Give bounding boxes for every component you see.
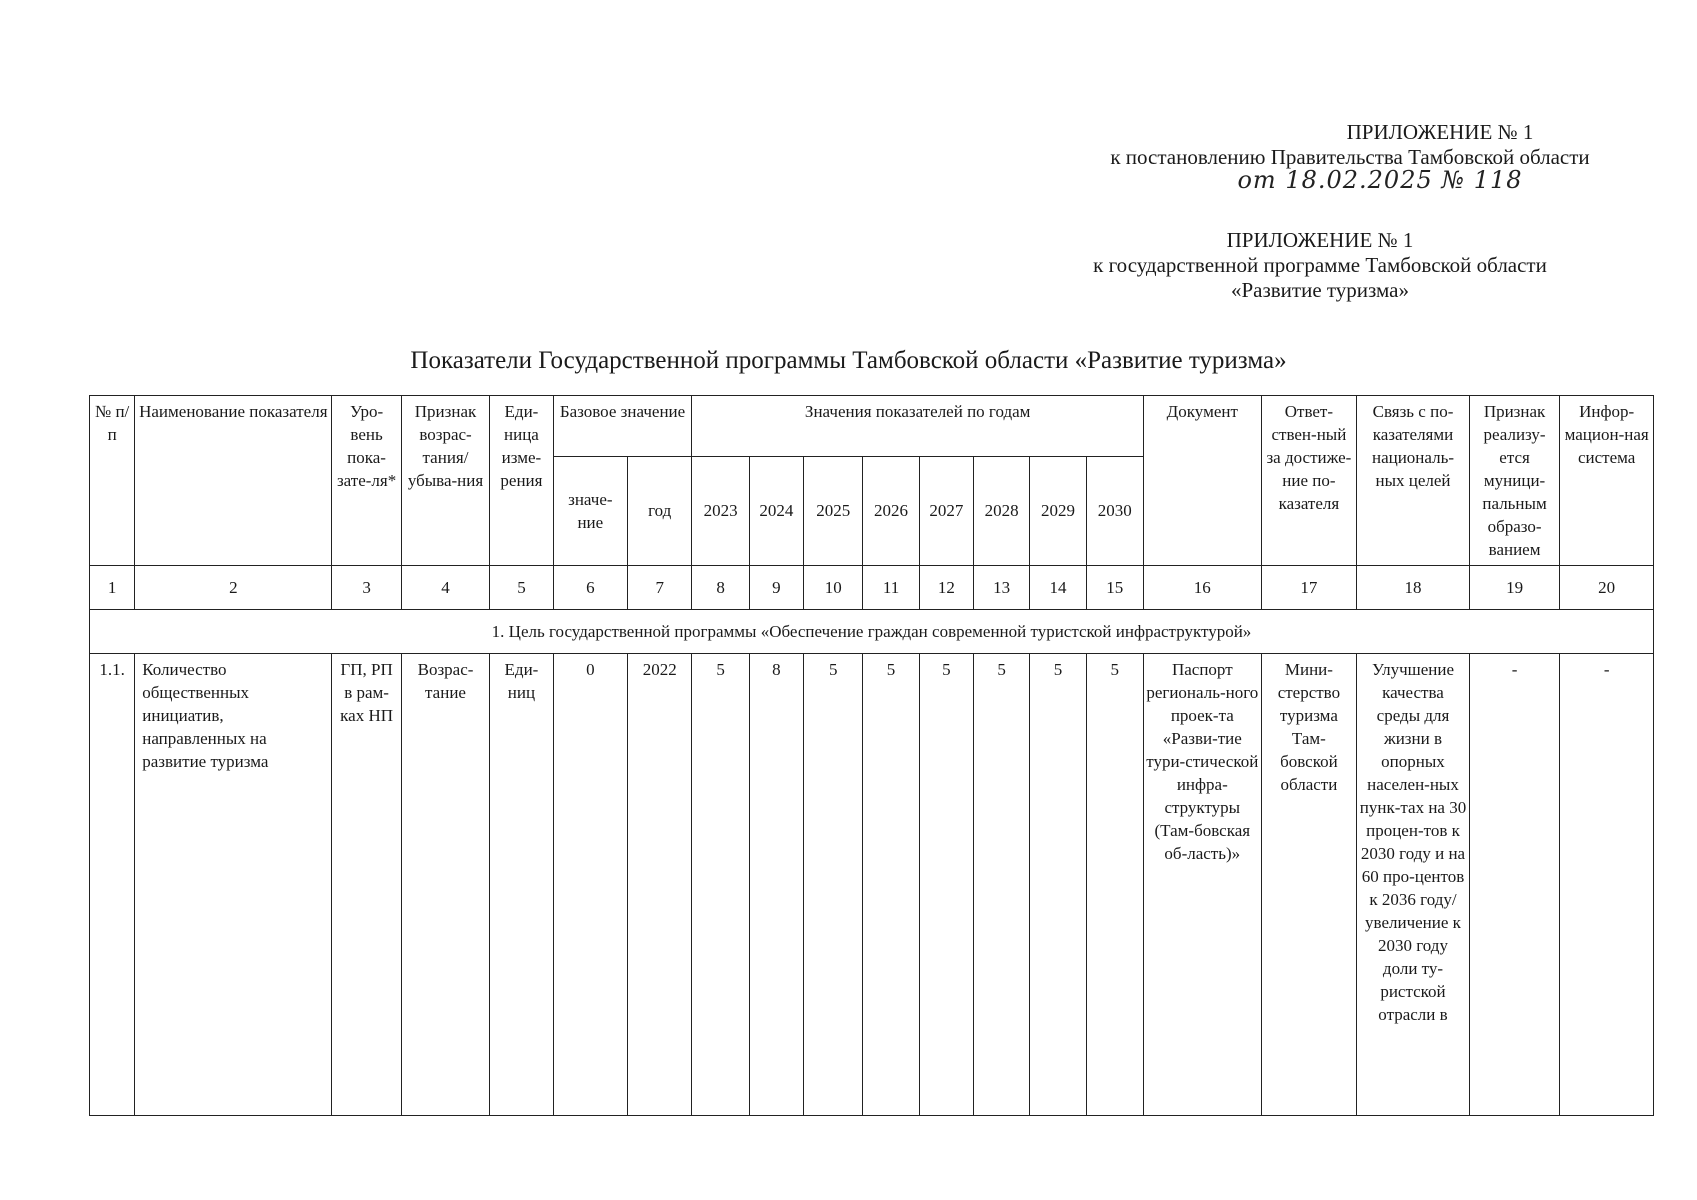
header-base: Базовое значение <box>553 396 692 457</box>
row-national-goal-link: Улучшение качества среды для жизни в опорных населен-ных пунк-тах на 30 процен-тов к 2030 году и на 60 про-центов к 2036 году/ увеличение к 2030 году доли ту-ристской отрасли в <box>1357 654 1470 1116</box>
row-value-2027: 5 <box>919 654 973 1116</box>
row-num: 1.1. <box>90 654 135 1116</box>
row-responsible: Мини-стерство туризма Там-бовской области <box>1261 654 1357 1116</box>
table-row <box>90 654 1654 1116</box>
row-municipal: - <box>1469 654 1560 1116</box>
header-year: 2026 <box>863 456 919 565</box>
header-info-system: Инфор-мацион-ная система <box>1560 396 1654 566</box>
column-number-row <box>90 566 1654 610</box>
row-trend: Возрас-тание <box>401 654 490 1116</box>
column-number: 14 <box>1030 566 1086 610</box>
appendix-block-program <box>1040 228 1600 303</box>
row-value-2030: 5 <box>1086 654 1143 1116</box>
header-year: 2024 <box>749 456 803 565</box>
column-number: 6 <box>553 566 627 610</box>
header-year: 2025 <box>804 456 863 565</box>
header-municipal: Признак реализу-ется муници-пальным образо-ванием <box>1469 396 1560 566</box>
header-num: № п/п <box>90 396 135 566</box>
goal-heading: 1. Цель государственной программы «Обеспечение граждан современной туристской инфраструктурой» <box>90 610 1654 654</box>
header-year: 2030 <box>1086 456 1143 565</box>
column-number: 12 <box>919 566 973 610</box>
column-number: 11 <box>863 566 919 610</box>
header-name: Наименование показателя <box>135 396 332 566</box>
row-value-2029: 5 <box>1030 654 1086 1116</box>
column-number: 19 <box>1469 566 1560 610</box>
document-title: Показатели Государственной программы Тамбовской области «Развитие туризма» <box>410 347 1287 374</box>
row-unit: Еди-ниц <box>490 654 553 1116</box>
header-responsible: Ответ-ствен-ный за достиже-ние по-казателя <box>1261 396 1357 566</box>
column-number: 5 <box>490 566 553 610</box>
appendix-resolution-line: к постановлению Правительства Тамбовской области <box>1110 145 1590 169</box>
header-year: 2027 <box>919 456 973 565</box>
column-number: 10 <box>804 566 863 610</box>
column-number: 13 <box>973 566 1029 610</box>
appendix-program-name: «Развитие туризма» <box>1230 278 1410 302</box>
row-value-2025: 5 <box>804 654 863 1116</box>
appendix-title: ПРИЛОЖЕНИЕ № 1 <box>1226 228 1414 252</box>
column-number: 9 <box>749 566 803 610</box>
row-base-value: 0 <box>553 654 627 1116</box>
row-level: ГП, РП в рам-ках НП <box>332 654 401 1116</box>
appendix-title: ПРИЛОЖЕНИЕ № 1 <box>1346 120 1534 144</box>
column-number: 3 <box>332 566 401 610</box>
header-year: 2028 <box>973 456 1029 565</box>
column-number: 17 <box>1261 566 1357 610</box>
header-base-year: год <box>628 456 692 565</box>
header-years-group: Значения показателей по годам <box>692 396 1144 457</box>
header-year: 2029 <box>1030 456 1086 565</box>
header-level: Уро-вень пока-зате-ля* <box>332 396 401 566</box>
header-row-1 <box>90 396 1654 457</box>
column-number: 4 <box>401 566 490 610</box>
row-document: Паспорт региональ-ного проек-та «Разви-тие тури-стической инфра-структуры (Там-бовская об-ласть)» <box>1143 654 1261 1116</box>
handwritten-date-number: от 18.02.2025 № 118 <box>1237 166 1523 194</box>
row-value-2028: 5 <box>973 654 1029 1116</box>
row-value-2026: 5 <box>863 654 919 1116</box>
goal-row <box>90 610 1654 654</box>
row-base-year: 2022 <box>628 654 692 1116</box>
column-number: 7 <box>628 566 692 610</box>
header-year: 2023 <box>692 456 749 565</box>
column-number: 8 <box>692 566 749 610</box>
appendix-program-line: к государственной программе Тамбовской области <box>1093 253 1547 277</box>
column-number: 15 <box>1086 566 1143 610</box>
header-base-value: значе-ние <box>553 456 627 565</box>
column-number: 1 <box>90 566 135 610</box>
header-trend: Признак возрас-тания/ убыва-ния <box>401 396 490 566</box>
row-value-2023: 5 <box>692 654 749 1116</box>
column-number: 18 <box>1357 566 1470 610</box>
column-number: 20 <box>1560 566 1654 610</box>
column-number: 16 <box>1143 566 1261 610</box>
column-number: 2 <box>135 566 332 610</box>
row-name: Количество общественных инициатив, направленных на развитие туризма <box>135 654 332 1116</box>
header-unit: Еди-ница изме-рения <box>490 396 553 566</box>
row-info-system: - <box>1560 654 1654 1116</box>
header-link: Связь с по-казателями националь-ных целей <box>1357 396 1470 566</box>
indicators-table <box>89 395 1654 1116</box>
appendix-block-resolution <box>1060 120 1640 193</box>
header-document: Документ <box>1143 396 1261 566</box>
row-value-2024: 8 <box>749 654 803 1116</box>
